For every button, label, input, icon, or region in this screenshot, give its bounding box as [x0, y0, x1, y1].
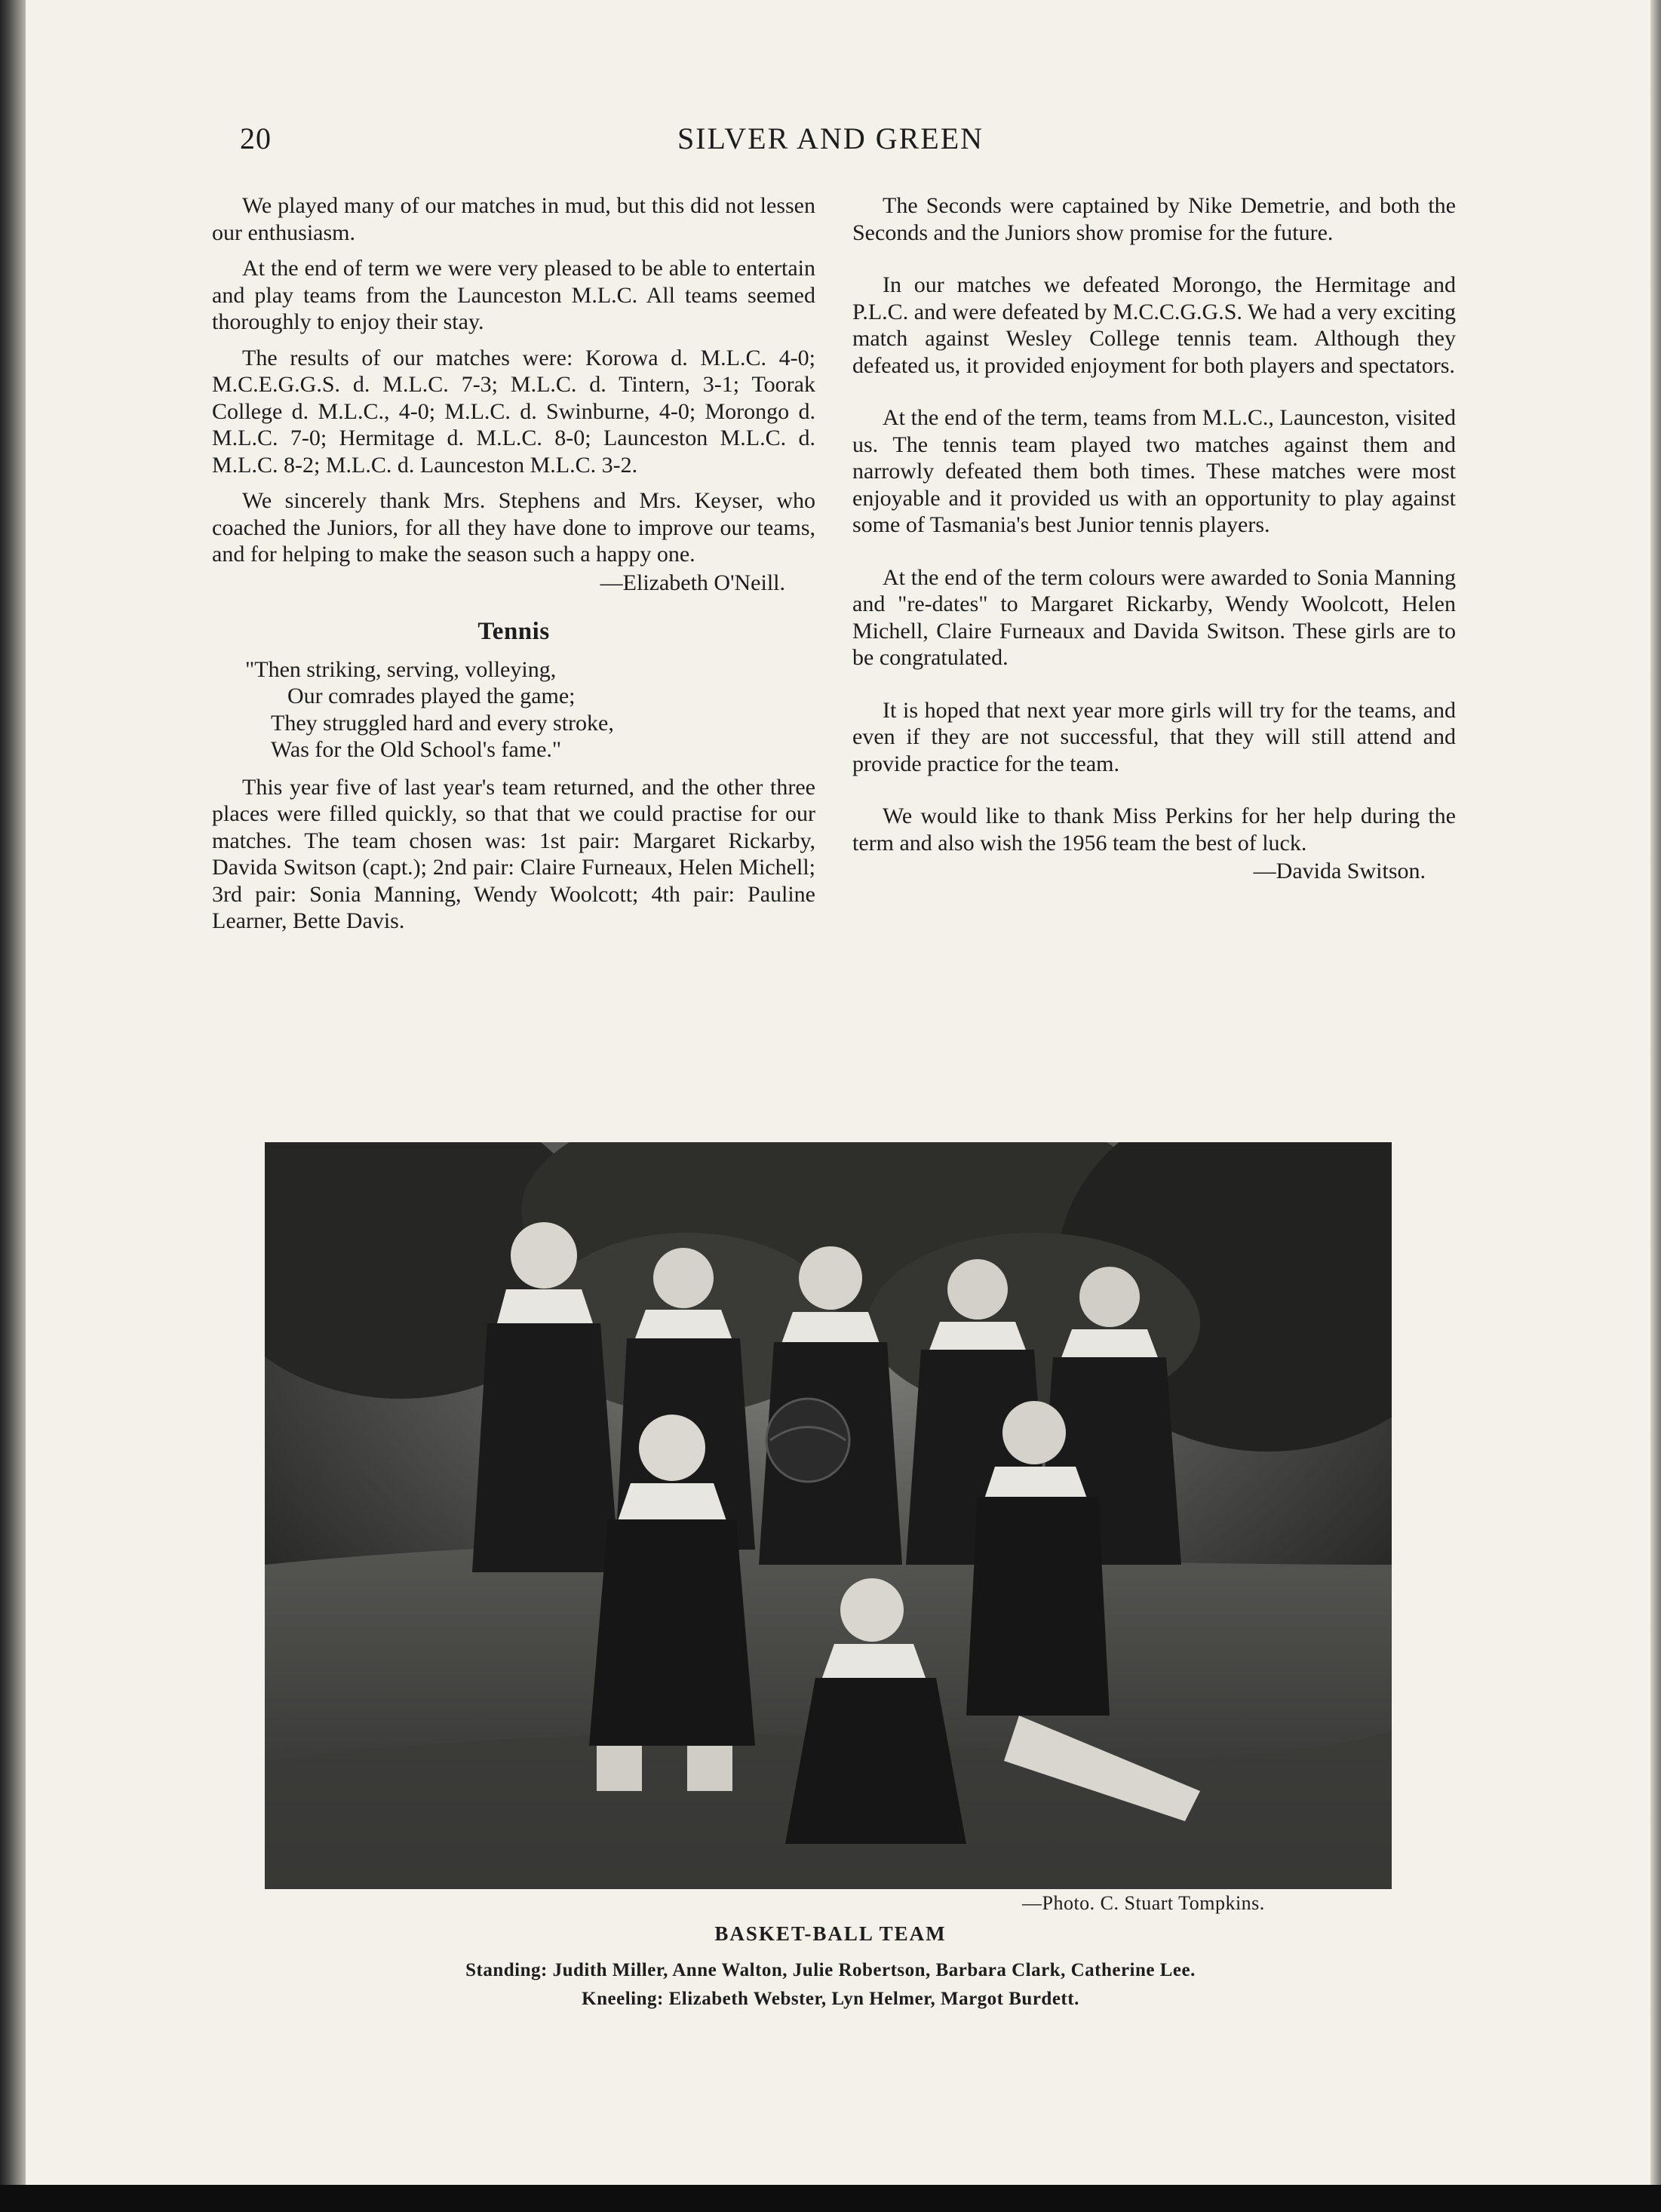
- paragraph-seconds: The Seconds were captained by Nike Demetrie, and both the Seconds and the Juniors show promise for the future.: [852, 193, 1456, 245]
- page-number: 20: [240, 121, 272, 155]
- paragraph-thanks: We sincerely thank Mrs. Stephens and Mrs. Keyser, who coached the Juniors, for all they have done to improve our teams, and for helping to make the season such a happy one.: [212, 488, 815, 567]
- paragraph-perkins: We would like to thank Miss Perkins for her help during the term and also wish the 1956 team the best of luck.: [852, 803, 1456, 856]
- poem-line-4: Was for the Old School's fame.": [271, 737, 562, 762]
- right-column: [852, 192, 1456, 908]
- page-edge-bottom: [0, 2185, 1661, 2212]
- paragraph-launceston: At the end of term we were very pleased to be able to entertain and play teams from the Launceston M.L.C. All teams seemed thoroughly to enjoy their stay.: [212, 256, 815, 334]
- paragraph-visit: At the end of the term, teams from M.L.C., Launceston, visited us. The tennis team played two matches against them and narrowly defeated them both times. These matches were most enjoyable and it provided us with an opportunity to play against some of Tasmania's best Junior tennis players.: [852, 405, 1456, 537]
- page-edge-right: [1650, 0, 1661, 2212]
- poem-line-2: Our comrades played the game;: [287, 684, 576, 708]
- team-photo: [265, 1142, 1392, 1889]
- signature-switson: —Davida Switson.: [1253, 859, 1426, 883]
- caption-kneeling: Kneeling: Elizabeth Webster, Lyn Helmer, Margot Burdett.: [582, 1989, 1079, 2009]
- photo-caption-title: BASKET-BALL TEAM: [714, 1922, 947, 1945]
- paragraph-mud: We played many of our matches in mud, but this did not lessen our enthusiasm.: [212, 193, 815, 245]
- paragraph-results: The results of our matches were: Korowa d. M.L.C. 4-0; M.C.E.G.G.S. d. M.L.C. 7-3; M.L.C. d. Tintern, 3-1; Toorak College d. M.L.C., 4-0; M.L.C. d. Swinburne, 4-0; Morongo d. M.L.C. 7-0; Hermitage d. M.L.C. 8-0; Launceston M.L.C. d. M.L.C. 8-2; M.L.C. d. Launceston M.L.C. 3-2.: [212, 345, 815, 478]
- paragraph-team: This year five of last year's team returned, and the other three places were filled quickly, so that that we could practise for our matches. The team chosen was: 1st pair: Margaret Rickarby, Davida Switson (capt.); 2nd pair: Claire Furneaux, Helen Michell; 3rd pair: Sonia Manning, Wendy Woolcott; 4th pair: Pauline Learner, Bette Davis.: [212, 774, 815, 933]
- tennis-heading: Tennis: [477, 618, 550, 645]
- photo-credit: —Photo. C. Stuart Tompkins.: [1022, 1892, 1265, 1914]
- tennis-poem: [245, 656, 815, 763]
- page-header: [0, 121, 1661, 166]
- poem-line-3: They struggled hard and every stroke,: [271, 710, 614, 736]
- paragraph-hope: It is hoped that next year more girls will try for the teams, and even if they are not successful, that they will still attend and provide practice for the team.: [852, 697, 1456, 776]
- left-column: [212, 192, 815, 944]
- paragraph-colours: At the end of the term colours were awarded to Sonia Manning and "re-dates" to Margaret Rickarby, Wendy Woolcott, Helen Michell, Claire Furneaux and Davida Switson. These girls are to be congratulated.: [852, 564, 1456, 670]
- caption-standing: Standing: Judith Miller, Anne Walton, Julie Robertson, Barbara Clark, Catherine Lee.: [465, 1960, 1196, 1980]
- team-photo-illustration: [265, 1142, 1392, 1889]
- poem-line-1: "Then striking, serving, volleying,: [245, 656, 557, 682]
- signature-oneill: —Elizabeth O'Neill.: [600, 570, 785, 595]
- page-edge-left: [0, 0, 26, 2212]
- running-title: SILVER AND GREEN: [677, 121, 984, 155]
- paragraph-matches: In our matches we defeated Morongo, the Hermitage and P.L.C. and were defeated by M.C.C.G.G.S. We had a very exciting match against Wesley College tennis team. Although they defeated us, it provided enjoyment for both players and spectators.: [852, 272, 1456, 378]
